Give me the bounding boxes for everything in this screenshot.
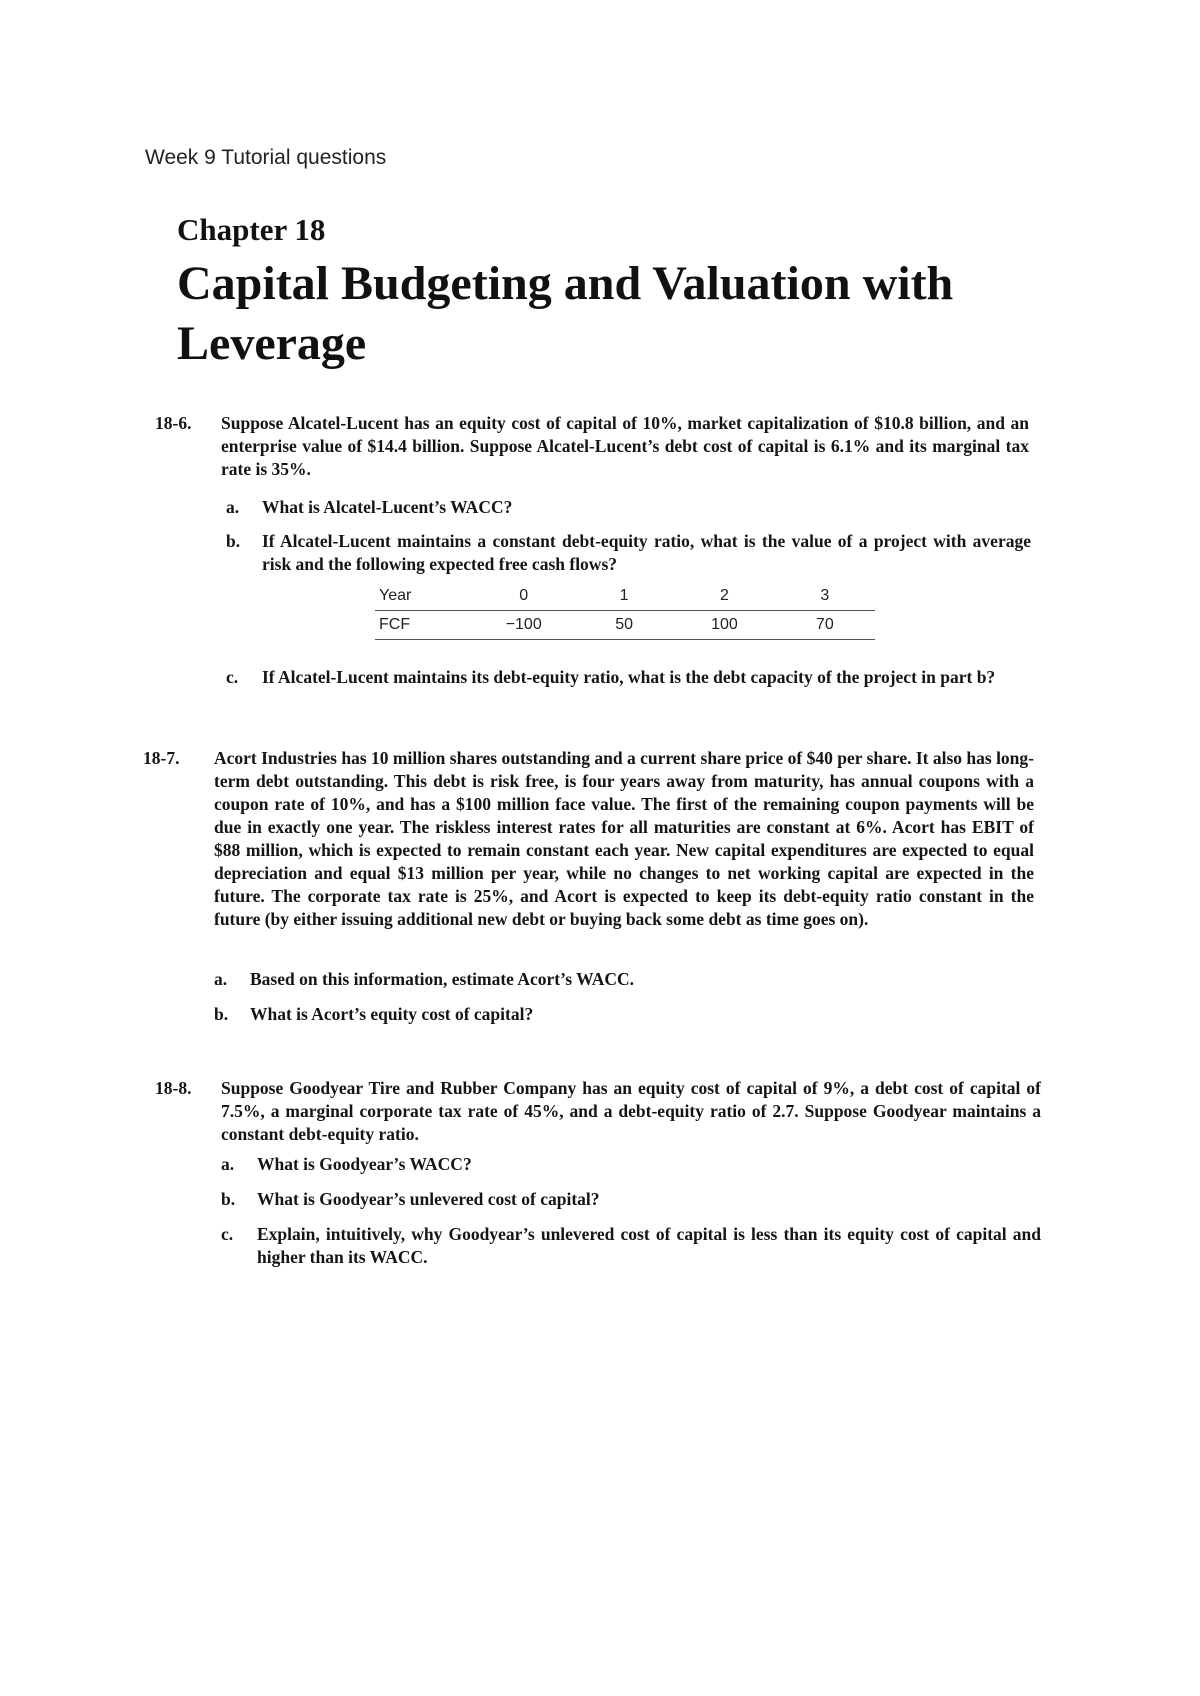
week-header: Week 9 Tutorial questions <box>145 146 387 169</box>
problem-18-8 <box>155 1077 1045 1157</box>
part-text: What is Goodyear’s unlevered cost of capital? <box>257 1189 600 1209</box>
part-text: If Alcatel-Lucent maintains its debt-equity ratio, what is the debt capacity of the project in part b? <box>262 667 996 687</box>
part-label: a. <box>221 1154 235 1174</box>
table-year-cell: 0 <box>473 582 573 611</box>
part-text: Based on this information, estimate Acort’s WACC. <box>250 969 635 989</box>
part-text: If Alcatel-Lucent maintains a constant debt-equity ratio, what is the value of a project with average risk and the following expected free cash flows? <box>262 531 1031 574</box>
table-fcf-cell: 100 <box>674 611 774 640</box>
part-label: a. <box>226 497 240 517</box>
problem-text: Suppose Goodyear Tire and Rubber Company has an equity cost of capital of 9%, a debt cost of capital of 7.5%, a marginal corporate tax rate of 45%, and a debt-equity ratio of 2.7. Suppose Goodyear maintains a constant debt-equity ratio. <box>221 1078 1041 1144</box>
table-year-cell: 3 <box>775 582 875 611</box>
problem-18-7 <box>143 747 1048 957</box>
part-text: Explain, intuitively, why Goodyear’s unlevered cost of capital is less than its equity cost of capital and higher than its WACC. <box>257 1224 1041 1267</box>
part-label: c. <box>226 667 239 687</box>
problem-number: 18-7. <box>143 748 180 768</box>
part-text: What is Acort’s equity cost of capital? <box>250 1004 534 1024</box>
table-fcf-cell: 70 <box>775 611 875 640</box>
table-row-header: Year <box>375 582 473 611</box>
part-text: What is Alcatel-Lucent’s WACC? <box>262 497 513 517</box>
problem-number: 18-8. <box>155 1078 192 1098</box>
table-row <box>375 611 875 640</box>
table-row-header: FCF <box>375 611 473 640</box>
table-fcf-cell: 50 <box>574 611 674 640</box>
chapter-title: Capital Budgeting and Valuation with Leverage <box>177 257 954 370</box>
table-year-cell: 2 <box>674 582 774 611</box>
part-label: a. <box>214 969 228 989</box>
part-label: b. <box>221 1189 236 1209</box>
part-text: What is Goodyear’s WACC? <box>257 1154 472 1174</box>
problem-number: 18-6. <box>155 413 192 433</box>
table-fcf-cell: −100 <box>473 611 573 640</box>
part-label: b. <box>214 1004 229 1024</box>
chapter-label: Chapter 18 <box>177 212 326 247</box>
table-year-cell: 1 <box>574 582 674 611</box>
part-label: b. <box>226 531 241 551</box>
table-header-row <box>375 582 875 611</box>
part-label: c. <box>221 1224 234 1244</box>
fcf-table <box>375 582 875 640</box>
problem-text: Suppose Alcatel-Lucent has an equity cost of capital of 10%, market capitalization of $10.8 billion, and an enterprise value of $14.4 billion. Suppose Alcatel-Lucent’s debt cost of capital is 6.1% and its marginal tax rate is 35%. <box>221 413 1029 479</box>
problem-text: Acort Industries has 10 million shares outstanding and a current share price of $40 per share. It also has long-term debt outstanding. This debt is risk free, is four years away from maturity, has annual coupons with a coupon rate of 10%, and has a $100 million face value. The first of the remaining coupon payments will be due in exactly one year. The riskless interest rates for all maturities are constant at 6%. Acort has EBIT of $88 million, which is expected to remain constant each year. New capital expenditures are expected to equal depreciation and equal $13 million per year, while no changes to net working capital are expected in the future. The corporate tax rate is 25%, and Acort is expected to keep its debt-equity ratio constant in the future (by either issuing additional new debt or buying back some debt as time goes on). <box>214 748 1034 929</box>
